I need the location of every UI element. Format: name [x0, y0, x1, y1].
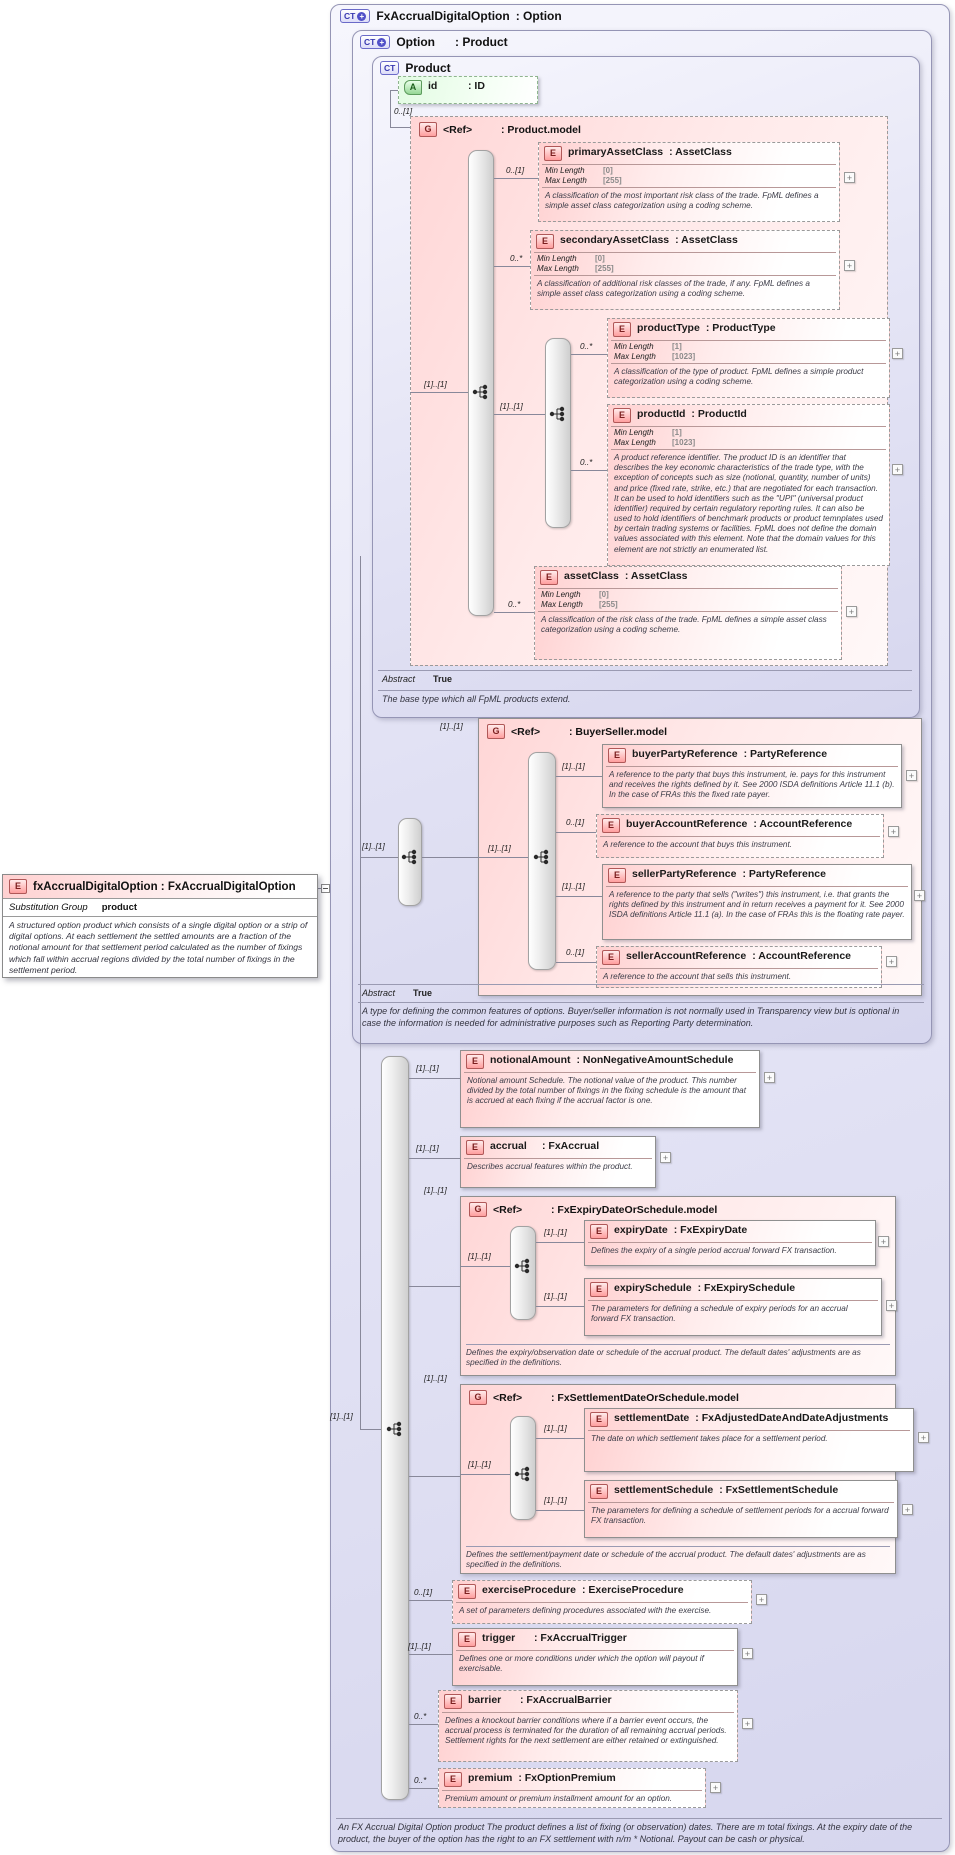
type-name: Option: [396, 35, 435, 49]
attribute-id: A id : ID: [398, 76, 538, 104]
group-icon: G: [419, 122, 437, 137]
group-ref: <Ref>: [493, 1391, 523, 1404]
connector: [556, 832, 596, 833]
type-annotation: An FX Accrual Digital Option product The product defines a list of fixing (or observation) dates. There are m total fixings. At the expiry date of the product, the buyer of the option has the right to an FX settlement with n/m * Notional. Payout can be cash or physical.: [338, 1822, 913, 1844]
element-settlementDate: E settlementDate : FxAdjustedDateAndDateAdjustments The date on which settlement takes place for a settlement period.: [584, 1408, 914, 1472]
expand-icon[interactable]: +: [844, 260, 855, 271]
cardinality-label: [1]..[1]: [416, 1064, 439, 1073]
cardinality-label: [1]..[1]: [424, 1374, 447, 1383]
cardinality-label: [1]..[1]: [424, 1186, 447, 1195]
sequence-icon: [401, 849, 419, 865]
connector: [460, 1266, 510, 1267]
element-icon: E: [458, 1632, 476, 1647]
connector: [460, 1474, 510, 1475]
divider: [466, 1546, 890, 1547]
element-sellerPartyReference: E sellerPartyReference : PartyReference A reference to the party that sells ("writes") this instrument, i.e. that grants the rights defined by this instrument and in return receives a payment for it. See 2000 ISDA definitions Article 11.1 (a). In the case of FRAs this is the floating rate payer.: [602, 864, 912, 940]
cardinality-label: [1]..[1]: [440, 722, 463, 731]
expand-icon[interactable]: +: [660, 1152, 671, 1163]
expand-icon[interactable]: +: [906, 770, 917, 781]
expand-icon[interactable]: +: [886, 1300, 897, 1311]
connector: [410, 392, 468, 393]
cardinality-label: [1]..[1]: [488, 844, 511, 853]
abstract-row: Abstract True: [362, 988, 433, 998]
expand-icon[interactable]: +: [878, 1236, 889, 1247]
group-icon: G: [469, 1202, 487, 1217]
cardinality-label: 0..*: [580, 342, 593, 351]
element-icon: E: [590, 1484, 608, 1499]
element-icon: E: [613, 322, 631, 337]
connector: [536, 1438, 584, 1439]
connector: [556, 896, 602, 897]
connector: [556, 962, 596, 963]
attribute-icon: A: [404, 80, 422, 95]
connector: [409, 1476, 460, 1477]
cardinality-label: [1]..[1]: [562, 882, 585, 891]
connector: [571, 470, 607, 471]
element-annotation: A classification of additional risk classes of the trade, if any. FpML defines a simple asset class categorization using a coding scheme.: [537, 279, 810, 299]
connector: [409, 1654, 452, 1655]
connector: [409, 1078, 460, 1079]
connector: [409, 1158, 460, 1159]
group-type: : FxExpiryDateOrSchedule.model: [551, 1203, 718, 1216]
connector: [360, 556, 361, 1430]
complex-type-header-Option: [360, 35, 508, 49]
element-icon: E: [590, 1282, 608, 1297]
expand-icon[interactable]: +: [918, 1432, 929, 1443]
element-icon: E: [602, 950, 620, 965]
element-annotation: A classification of the most important risk class of the trade. FpML defines a simple asset class categorization using a coding scheme.: [545, 191, 819, 211]
cardinality-label: [1]..[1]: [330, 1412, 353, 1421]
element-fxAccrualDigitalOption: [2, 874, 318, 978]
group-ref: <Ref>: [493, 1203, 523, 1216]
expand-icon[interactable]: +: [742, 1718, 753, 1729]
element-secondaryAssetClass: E secondaryAssetClass : AssetClass Min Length [0] Max Length [255] A classification of additional risk classes of the trade, if any. FpML defines a simple asset class categorization using a coding scheme.: [530, 230, 840, 310]
connector: [536, 1242, 584, 1243]
element-annotation: The parameters for defining a schedule of settlement periods for a accrual forward FX transaction.: [591, 1506, 889, 1526]
complex-type-icon: CT +: [340, 9, 370, 23]
derived-plus-icon: +: [357, 12, 366, 21]
connector: [409, 1600, 452, 1601]
element-exerciseProcedure: E exerciseProcedure : ExerciseProcedure A set of parameters defining procedures associated with the exercise.: [452, 1580, 752, 1624]
expand-icon[interactable]: +: [892, 464, 903, 475]
complex-type-icon: CT: [380, 61, 399, 75]
divider: [378, 690, 912, 691]
expand-icon[interactable]: +: [892, 348, 903, 359]
sequence-icon: [533, 849, 551, 865]
expand-icon[interactable]: +: [844, 172, 855, 183]
type-base: : Option: [515, 9, 562, 23]
cardinality-label: [1]..[1]: [424, 380, 447, 389]
derived-plus-icon: +: [377, 38, 386, 47]
element-annotation: A structured option product which consists of a single digital option or a strip of digital options. At each settlement the settled amounts are a fraction of the notional amount for that settlement period calculated as the number of fixings which fall within accrual regions divided by the total number of fixings in the settlement period.: [3, 916, 317, 979]
connector: [409, 1788, 438, 1789]
connector: [409, 1286, 460, 1287]
element-productId: E productId : ProductId Min Length [1] Max Length [1023] A product reference identifier. The product ID is an identifier that describes the key economic characteristics of the trade type, with the exception of concepts such as size (notional, quantity, number of units) and price (fixed rate, strike, etc.) that are negotiated for each transaction. It can be used to hold identifiers such as the "UPI" (universal product identifier) required by certain regulatory reporting rules. It can also be used to hold identifiers of benchmark products or product temnplates used by certain trading systems or facilities. FpML does not define the domain values associated with this element. Note that the domain values for this element are not strictly an enumerated list.: [607, 404, 890, 566]
cardinality-label: 0..*: [510, 254, 523, 263]
element-annotation: Notional amount Schedule. The notional value of the product. This number divided by the total number of fixings in the fixing schedule is the amount that is accrued at each fixing if the accrual factor is one.: [467, 1076, 746, 1106]
element-annotation: A classification of the risk class of the trade. FpML defines a simple asset class categorization using a coding scheme.: [541, 615, 827, 635]
element-accrual: E accrual : FxAccrual Describes accrual features within the product.: [460, 1136, 656, 1188]
cardinality-label: 0..[1]: [394, 107, 413, 116]
element-icon: E: [613, 408, 631, 423]
type-name: Product: [405, 61, 451, 75]
element-annotation: A reference to the party that sells ("writes") this instrument, i.e. that grants the rights defined by this instrument and in return receives a payment for it. See 2000 ISDA definitions Article 11.1 (a). In the case of FRAs this is the floating rate payer.: [609, 890, 905, 920]
group-annotation: Defines the expiry/observation date or schedule of the accrual product. The default dates' adjustments are as specified in the definitions.: [466, 1348, 861, 1368]
expand-icon[interactable]: +: [764, 1072, 775, 1083]
expand-icon[interactable]: +: [710, 1782, 721, 1793]
cardinality-label: 0..[1]: [566, 818, 585, 827]
element-annotation: Defines the expiry of a single period accrual forward FX transaction.: [591, 1246, 837, 1255]
abstract-row: Abstract True: [382, 674, 453, 684]
element-premium: E premium : FxOptionPremium Premium amount or premium installment amount for an option.: [438, 1768, 706, 1808]
element-annotation: The parameters for defining a schedule of expiry periods for an accrual forward FX transaction.: [591, 1304, 848, 1324]
group-type: : BuyerSeller.model: [569, 725, 668, 738]
element-icon: E: [536, 234, 554, 249]
element-annotation: Premium amount or premium installment amount for an option.: [445, 1794, 673, 1803]
expand-icon[interactable]: +: [914, 890, 925, 901]
group-icon: G: [469, 1390, 487, 1405]
element-expiryDate: E expiryDate : FxExpiryDate Defines the expiry of a single period accrual forward FX transaction.: [584, 1220, 876, 1266]
element-assetClass: E assetClass : AssetClass Min Length [0] Max Length [255] A classification of the risk class of the trade. FpML defines a simple asset class categorization using a coding scheme.: [534, 566, 842, 660]
connector: [536, 1306, 584, 1307]
substitution-group-label: Substitution Group: [9, 902, 88, 913]
element-icon: E: [444, 1694, 462, 1709]
cardinality-label: [1]..[1]: [544, 1228, 567, 1237]
group-type: : Product.model: [501, 123, 581, 136]
sequence-icon: [386, 1421, 404, 1437]
complex-type-header-FxAccrualDigitalOption: [340, 9, 562, 23]
element-barrier: E barrier : FxAccrualBarrier Defines a knockout barrier conditions where if a barrier event occurs, the accrual process is terminated for the duration of all remaining accrual periods. Settlement rights for the next settlement are either retained or extinguished.: [438, 1690, 738, 1762]
connector: [390, 90, 398, 91]
connector: [478, 857, 528, 858]
cardinality-label: 0..[1]: [566, 948, 585, 957]
group-ref: <Ref>: [443, 123, 473, 136]
collapse-connector-icon[interactable]: [321, 884, 330, 893]
group-annotation: Defines the settlement/payment date or schedule of the accrual product. The default dates' adjustments are as specified in the definitions.: [466, 1550, 866, 1570]
element-buyerPartyReference: E buyerPartyReference : PartyReference A reference to the party that buys this instrument, ie. pays for this instrument and receives the rights defined by it. See 2000 ISDA definitions Article 11.1 (b). In the case of FRAs this the fixed rate payer.: [602, 744, 902, 808]
connector: [390, 90, 391, 128]
divider: [336, 1818, 942, 1819]
element-icon: E: [466, 1054, 484, 1069]
expand-icon[interactable]: +: [888, 826, 899, 837]
divider: [358, 984, 924, 985]
divider: [358, 1002, 924, 1003]
type-annotation: The base type which all FpML products extend.: [382, 694, 571, 704]
sequence-bar: [545, 338, 571, 528]
element-icon: E: [458, 1584, 476, 1599]
sequence-icon: [549, 406, 567, 422]
type-base: : Product: [455, 35, 508, 49]
divider: [466, 1344, 890, 1345]
expand-icon[interactable]: +: [886, 956, 897, 967]
connector: [494, 266, 530, 267]
expand-icon[interactable]: +: [742, 1648, 753, 1659]
sequence-bar: [468, 150, 494, 616]
group-icon: G: [487, 724, 505, 739]
cardinality-label: [1]..[1]: [562, 762, 585, 771]
element-annotation: A reference to the party that buys this instrument, ie. pays for this instrument and receives the rights defined by it. See 2000 ISDA definitions Article 11.1 (b). In the case of FRAs this the fixed rate payer.: [609, 770, 895, 800]
element-icon: E: [544, 146, 562, 161]
cardinality-label: 0..[1]: [506, 166, 525, 175]
element-annotation: A reference to the account that sells this instrument.: [603, 972, 792, 981]
cardinality-label: 0..*: [580, 458, 593, 467]
cardinality-label: 0..[1]: [414, 1588, 433, 1597]
cardinality-label: 0..*: [414, 1712, 427, 1721]
cardinality-label: [1]..[1]: [544, 1424, 567, 1433]
element-icon: E: [444, 1772, 462, 1787]
substitution-group-value: product: [101, 902, 138, 913]
element-icon: E: [608, 748, 626, 763]
type-annotation: A type for defining the common features of options. Buyer/seller information is not normally used in Transparency view but is optional in case the information is needed for administrative purposes such as Reporting Party determination.: [362, 1006, 900, 1028]
expand-icon[interactable]: +: [902, 1504, 913, 1515]
cardinality-label: 0..*: [508, 600, 521, 609]
group-type: : FxSettlementDateOrSchedule.model: [551, 1391, 739, 1404]
sequence-icon: [472, 384, 490, 400]
element-icon: E: [540, 570, 558, 585]
element-annotation: Defines one or more conditions under which the option will payout if exercisable.: [459, 1654, 704, 1674]
element-icon: E: [590, 1224, 608, 1239]
cardinality-label: [1]..[1]: [468, 1460, 491, 1469]
element-icon: E: [9, 879, 27, 894]
connector: [360, 1429, 381, 1430]
connector: [360, 857, 398, 858]
sequence-icon: [514, 1258, 532, 1274]
element-title: fxAccrualDigitalOption : FxAccrualDigitalOption: [33, 880, 296, 893]
divider: [378, 670, 912, 671]
group-ref: <Ref>: [511, 725, 541, 738]
connector: [494, 178, 538, 179]
expand-icon[interactable]: +: [756, 1594, 767, 1605]
element-trigger: E trigger : FxAccrualTrigger Defines one or more conditions under which the option will payout if exercisable.: [452, 1628, 738, 1686]
connector: [494, 414, 545, 415]
connector: [422, 857, 478, 858]
cardinality-label: [1]..[1]: [408, 1642, 431, 1651]
element-annotation: Describes accrual features within the product.: [467, 1162, 633, 1171]
element-buyerAccountReference: E buyerAccountReference : AccountReference A reference to the account that buys this instrument.: [596, 814, 884, 858]
complex-type-icon: CT +: [360, 35, 390, 49]
element-settlementSchedule: E settlementSchedule : FxSettlementSchedule The parameters for defining a schedule of settlement periods for a accrual forward FX transaction.: [584, 1480, 898, 1538]
connector: [409, 1724, 438, 1725]
connector: [390, 127, 410, 128]
element-annotation: A product reference identifier. The product ID is an identifier that describes the key economic characteristics of the trade type, with the exception of concepts such as size (notional, quantity, number of units) and price (fixed rate, strike, etc.) that are negotiated for each transaction. It can be used to hold identifiers such as the "UPI" (universal product identifier) required by certain regulatory reporting rules. It can also be used to hold identifiers of benchmark products or product temnplates used by certain trading systems or facilities. FpML does not define the domain values associated with this element. Note that the domain values for this element are not strictly an enumerated list.: [614, 453, 883, 554]
cardinality-label: [1]..[1]: [468, 1252, 491, 1261]
element-annotation: The date on which settlement takes place for a settlement period.: [591, 1434, 828, 1443]
cardinality-label: [1]..[1]: [362, 842, 385, 851]
sequence-icon: [514, 1466, 532, 1482]
element-primaryAssetClass: E primaryAssetClass : AssetClass Min Length [0] Max Length [255] A classification of the most important risk class of the trade. FpML defines a simple asset class categorization using a coding scheme.: [538, 142, 840, 222]
cardinality-label: [1]..[1]: [416, 1144, 439, 1153]
element-expirySchedule: E expirySchedule : FxExpirySchedule The parameters for defining a schedule of expiry periods for an accrual forward FX transaction.: [584, 1278, 882, 1336]
cardinality-label: [1]..[1]: [544, 1292, 567, 1301]
cardinality-label: [1]..[1]: [500, 402, 523, 411]
element-annotation: A classification of the type of product. FpML defines a simple product categorization using a coding scheme.: [614, 367, 864, 387]
element-icon: E: [602, 818, 620, 833]
complex-type-header-Product: [380, 61, 451, 75]
cardinality-label: 0..*: [414, 1776, 427, 1785]
connector: [494, 612, 534, 613]
element-sellerAccountReference: E sellerAccountReference : AccountReference A reference to the account that sells this instrument.: [596, 946, 882, 988]
element-productType: E productType : ProductType Min Length [1] Max Length [1023] A classification of the type of product. FpML defines a simple product categorization using a coding scheme.: [607, 318, 890, 398]
element-annotation: A set of parameters defining procedures associated with the exercise.: [459, 1606, 712, 1615]
element-icon: E: [590, 1412, 608, 1427]
expand-icon[interactable]: +: [846, 606, 857, 617]
element-icon: E: [608, 868, 626, 883]
element-annotation: Defines a knockout barrier conditions where if a barrier event occurs, the accrual process is terminated for the duration of all remaining accrual periods. Settlement rights for the next settlement are either retained or extinguished.: [445, 1716, 727, 1746]
connector: [536, 1510, 584, 1511]
element-notionalAmount: E notionalAmount : NonNegativeAmountSchedule Notional amount Schedule. The notional value of the product. This number divided by the total number of fixings in the fixing schedule is the amount that is accrued at each fixing if the accrual factor is one.: [460, 1050, 760, 1128]
cardinality-label: [1]..[1]: [544, 1496, 567, 1505]
type-name: FxAccrualDigitalOption: [376, 9, 510, 23]
element-annotation: A reference to the account that buys this instrument.: [603, 840, 793, 849]
connector: [571, 354, 607, 355]
connector: [556, 776, 602, 777]
element-icon: E: [466, 1140, 484, 1155]
